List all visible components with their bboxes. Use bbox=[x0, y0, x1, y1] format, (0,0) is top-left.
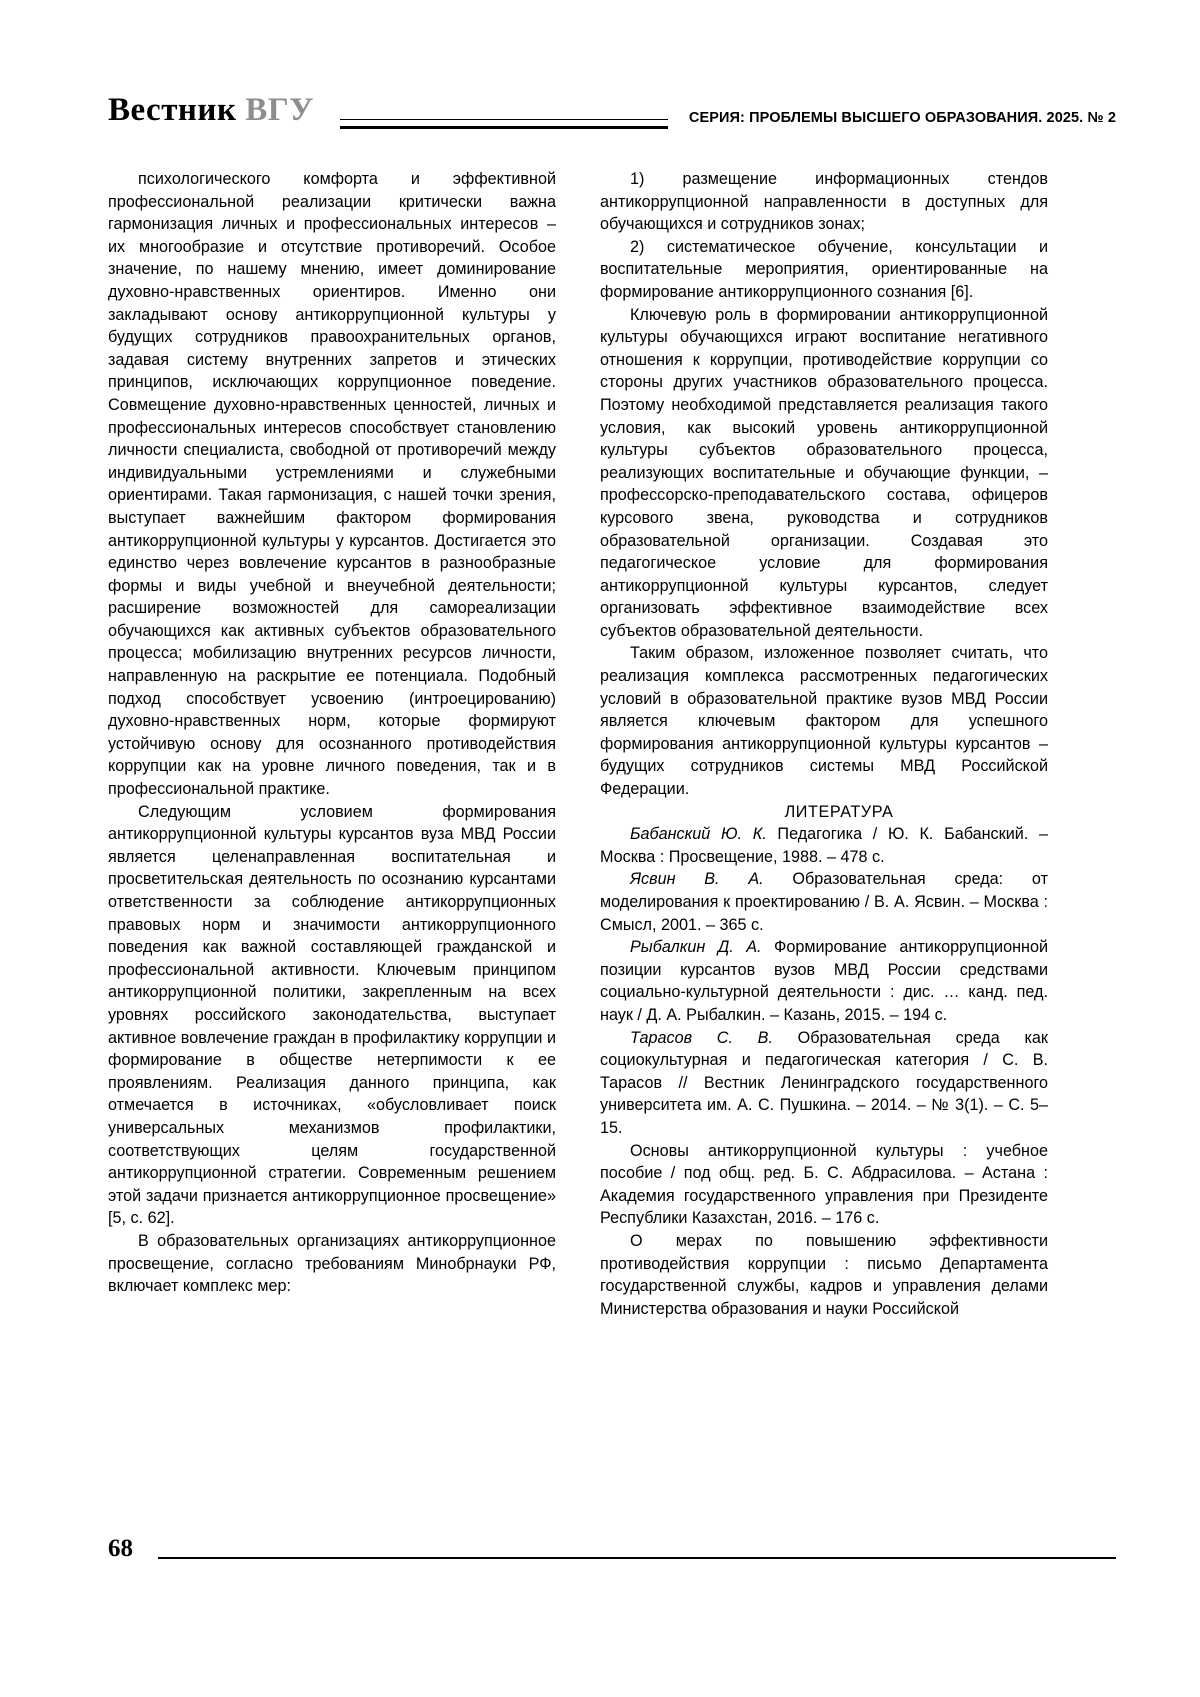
reference-text: Образовательная среда как социокультурная и педагогическая категория / С. В. Тарасов // Вестник Ленинградского государственного университета им. А. С. Пушкина. – 2014. – № 3(1). – С. 5–15. bbox=[600, 1028, 1048, 1137]
reference-text: Формирование антикоррупционной позиции курсантов вузов МВД России средствами социально-культурной деятельности : дис. … канд. пед. наук / Д. А. Рыбалкин. – Казань, 2015. – 194 с. bbox=[600, 938, 1048, 1024]
journal-masthead bbox=[108, 92, 314, 129]
header-rule-thin bbox=[340, 119, 668, 120]
right-text-column bbox=[600, 168, 1048, 1320]
reference-item bbox=[600, 1140, 1048, 1230]
reference-item bbox=[600, 1230, 1048, 1320]
reference-item bbox=[600, 823, 1048, 868]
reference-item bbox=[600, 936, 1048, 1026]
page-footer bbox=[108, 1535, 1116, 1569]
reference-item bbox=[600, 868, 1048, 936]
reference-author: Рыбалкин Д. А. bbox=[630, 938, 762, 957]
page-header bbox=[108, 92, 1116, 138]
list-item: 2) систематическое обучение, консультации и воспитательные мероприятия, ориентированные на формирование антикоррупционного сознания [6]. bbox=[600, 237, 1048, 301]
reference-author: Тарасов С. В. bbox=[630, 1028, 773, 1047]
paragraph: В образовательных организациях антикоррупционное просвещение, согласно требованиям Минобрнауки РФ, включает комплекс мер: bbox=[108, 1231, 556, 1296]
journal-series-line: СЕРИЯ: ПРОБЛЕМЫ ВЫСШЕГО ОБРАЗОВАНИЯ. 2025. № 2 bbox=[688, 110, 1116, 126]
paragraph: Следующим условием формирования антикоррупционной культуры курсантов вуза МВД России является целенаправленная воспитательная и просветительская деятельность по осознанию курсантами ответственности за соблюдение антикоррупционных правовых норм и значимости антикоррупционного поведения как важной составляющей гражданской и профессиональной активности. Ключевым принципом антикоррупционной политики, закрепленным на всех уровнях российского законодательства, выступает активное вовлечение граждан в профилактику коррупции и формирование в обществе нетерпимости к ее проявлениям. Реализация данного принципа, как отмечается в источниках, «обусловливает поиск универсальных механизмов профилактики, соответствующих целям государственной антикоррупционной стратегии. Современным решением этой задачи признается антикоррупционное просвещение» [5, с. 62]. bbox=[108, 802, 556, 1228]
paragraph: Таким образом, изложенное позволяет считать, что реализация комплекса рассмотренных педагогических условий в образовательной практике вузов МВД России является ключевым фактором для успешного формирования антикоррупционной культуры курсантов – будущих сотрудников системы МВД Российской Федерации. bbox=[600, 644, 1048, 799]
reference-author: Ясвин В. А. bbox=[630, 870, 764, 889]
reference-author: Бабанский Ю. К. bbox=[630, 825, 767, 844]
paragraph: Ключевую роль в формировании антикоррупционной культуры обучающихся играют воспитание негативного отношения к коррупции, противодействие коррупции со стороны других участников образовательного процесса. Поэтому необходимой представляется реализация такого условия, как высокий уровень антикоррупционной культуры субъектов образовательного процесса, реализующих воспитательные и обучающие функции, – профессорско-преподавательского состава, офицеров курсового звена, руководства и сотрудников образовательной организации. Создавая это педагогическое условие для формирования антикоррупционной культуры курсантов, следует организовать эффективное взаимодействие всех субъектов образовательной деятельности. bbox=[600, 305, 1048, 640]
reference-text: Основы антикоррупционной культуры : учебное пособие / под общ. ред. Б. С. Абдрасилова. – Астана : Академия государственного управления при Президенте Республики Казахстан, 2016. – 176 с. bbox=[600, 1141, 1048, 1228]
page-number: 68 bbox=[108, 1535, 133, 1562]
footer-rule bbox=[158, 1557, 1116, 1559]
reference-item bbox=[600, 1027, 1048, 1140]
paragraph: психологического комфорта и эффективной профессиональной реализации критически важна гармонизация личных и профессиональных интересов – их многообразие и отсутствие противоречий. Особое значение, по нашему мнению, имеет доминирование духовно-нравственных ориентиров. Именно они закладывают основу антикоррупционной культуры у будущих сотрудников правоохранительных органов, задавая систему внутренних запретов и этических принципов, исключающих коррупционное поведение. Совмещение духовно-нравственных ценностей, личных и профессиональных интересов способствует становлению личности специалиста, свободной от противоречий между индивидуальными устремлениями и служебными ориентирами. Такая гармонизация, с нашей точки зрения, выступает важнейшим фактором формирования антикоррупционной культуры у курсантов. Достигается это единство через вовлечение курсантов в разнообразные формы и виды учебной и внеучебной деятельности; расширение возможностей для самореализации обучающихся как активных субъектов образовательного процесса; мобилизацию внутренних ресурсов личности, направленную на раскрытие ее потенциала. Подобный подход способствует усвоению (интроецированию) духовно-нравственных норм, которые формируют устойчивую основу для осознанного противодействия коррупции как на уровне личного поведения, так и в профессиональной практике. bbox=[108, 170, 556, 799]
reference-text: Педагогика / Ю. К. Бабанский. – Москва : Просвещение, 1988. – 478 с. bbox=[600, 825, 1048, 866]
header-rule-thick bbox=[340, 126, 668, 129]
literature-heading: ЛИТЕРАТУРА bbox=[784, 802, 894, 821]
left-text-column bbox=[108, 168, 556, 1298]
list-item: 1) размещение информационных стендов антикоррупционной направленности в доступных для обучающихся и сотрудников зонах; bbox=[600, 170, 1048, 234]
reference-text: Образовательная среда: от моделирования к проектированию / В. А. Ясвин. – Москва : Смысл, 2001. – 365 с. bbox=[600, 870, 1048, 934]
reference-text: О мерах по повышению эффективности противодействия коррупции : письмо Департамента государственной службы, кадров и управления делами Министерства образования и науки Российской bbox=[600, 1231, 1048, 1318]
masthead-main: Вестник bbox=[108, 92, 237, 128]
masthead-sub: ВГУ bbox=[245, 92, 314, 128]
